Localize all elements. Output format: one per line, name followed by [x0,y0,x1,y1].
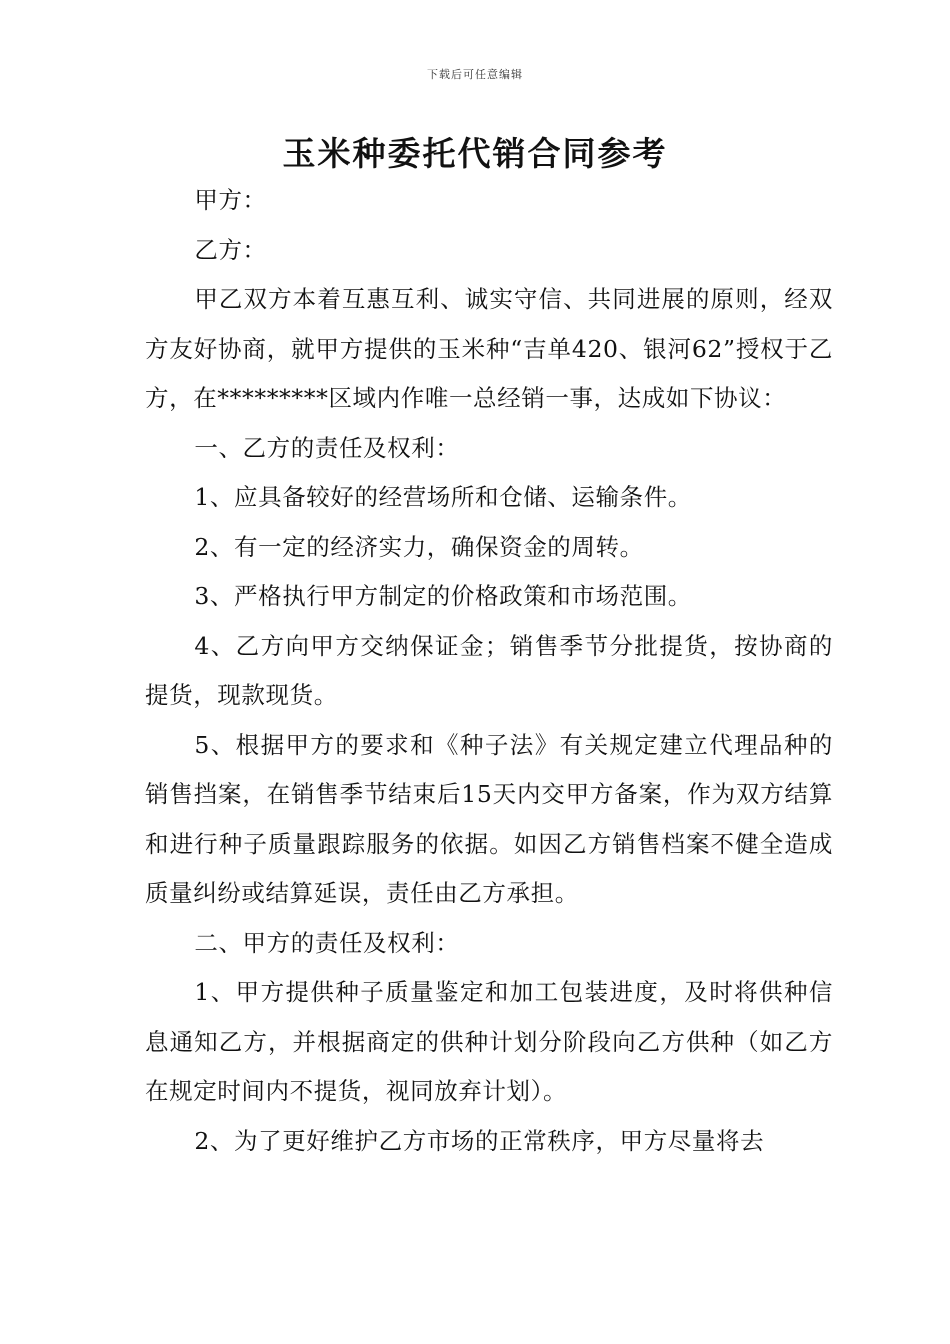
section-heading-party-a-duties: 二、甲方的责任及权利： [194,928,460,957]
paragraph-preamble: 甲乙双方本着互惠互利、诚实守信、共同进展的原则，经双方友好协商，就甲方提供的玉米种“吉单420、银河62”授权于乙方，在*********区域内作唯一总经销一事，达成如下协议： [145,285,833,412]
header-note: 下载后可任意编辑 [427,68,523,81]
clause-b-4: 4、乙方向甲方交纳保证金；销售季节分批提货，按协商的提货，现款现货。 [145,631,833,709]
clause-b-3: 3、严格执行甲方制定的价格政策和市场范围。 [194,582,692,610]
clause-b-2: 2、有一定的经济实力，确保资金的周转。 [194,532,644,561]
section-heading-party-b-duties: 一、乙方的责任及权利： [194,433,460,462]
clause-a-2: 2、为了更好维护乙方市场的正常秩序，甲方尽量将去 [194,1126,765,1155]
clause-b-5: 5、根据甲方的要求和《种子法》有关规定建立代理品种的销售挡案，在销售季节结束后15天内交甲方备案，作为双方结算和进行种子质量跟踪服务的依据。如因乙方销售档案不健全造成质量纠纷或结算延误，责任由乙方承担。 [145,730,833,907]
clause-b-1: 1、应具备较好的经营场所和仓储、运输条件。 [194,483,692,511]
paragraph-party-b: 乙方： [194,235,267,264]
clause-a-1: 1、甲方提供种子质量鉴定和加工包装进度，及时将供种信息通知乙方，并根据商定的供种计划分阶段向乙方供种（如乙方在规定时间内不提货，视同放弃计划）。 [145,978,833,1105]
document-title: 玉米种委托代销合同参考 [282,134,668,173]
paragraph-party-a: 甲方： [194,186,267,214]
document-body [145,176,833,1166]
